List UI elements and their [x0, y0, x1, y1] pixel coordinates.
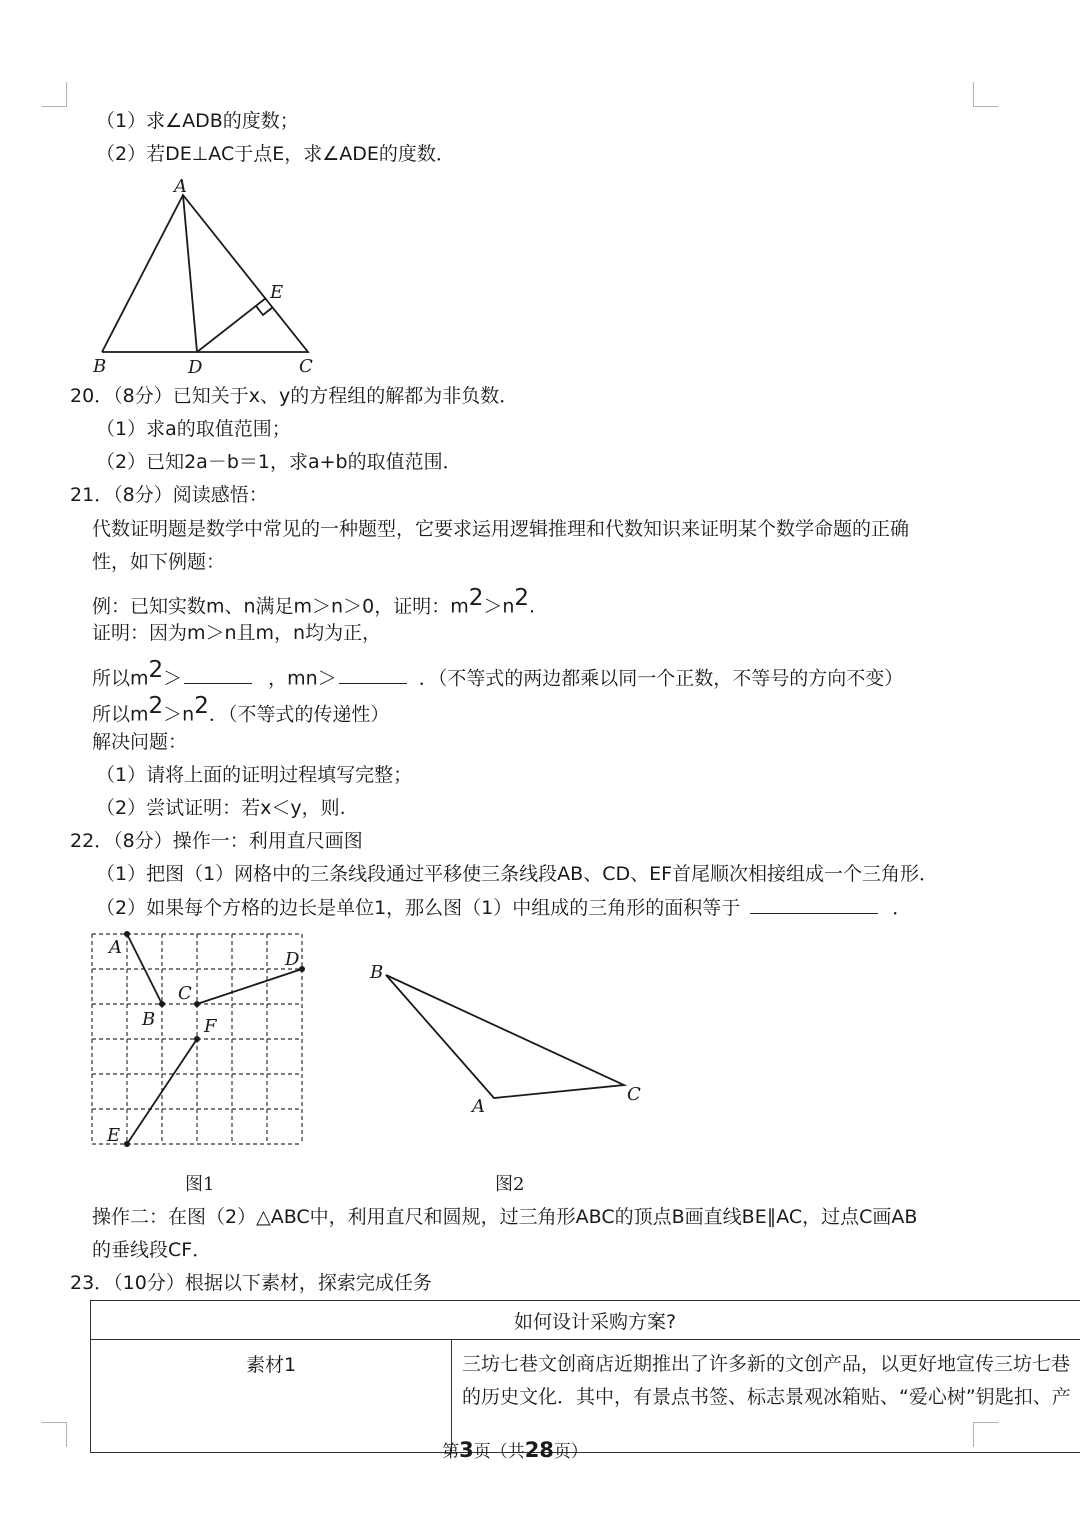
segment-de	[197, 298, 266, 352]
segment-ad	[183, 195, 197, 352]
q20-heading: 20．（8分）已知关于x、y的方程组的解都为非负数．	[70, 385, 519, 407]
area-answer-blank[interactable]	[750, 895, 878, 914]
triangle-figure-2	[362, 955, 662, 1125]
q21-proof-line1: 证明：因为m＞n且m，n均为正，	[92, 622, 382, 644]
q21-intro-line2: 性，如下例题：	[92, 551, 226, 573]
q23-heading: 23．（10分）根据以下素材，探索完成任务	[70, 1272, 432, 1294]
q22-operation2-line1: 操作二：在图（2）△ABC中，利用直尺和圆规，过三角形ABC的顶点B画直线BE∥AC，过点C画AB	[92, 1206, 918, 1228]
right-angle-mark	[256, 306, 273, 315]
label-a: A	[472, 1096, 485, 1117]
label-c: C	[627, 1084, 641, 1105]
material-1-text-cell: 三坊七巷文创商店近期推出了许多新的文创产品，以更好地宣传三坊七巷 的历史文化．其中，有景点书签、标志景观冰箱贴、“爱心树”钥匙扣、产	[452, 1340, 1080, 1453]
q21-proof-line2: 所以$m^2>$ ，mn＞ ．（不等式的两边都乘以同一个正数，不等号的方向不变）	[92, 657, 904, 690]
superscript-2: 2	[468, 585, 484, 611]
crop-mark-top-left	[42, 82, 67, 107]
label-e: E	[270, 282, 284, 303]
label-c: C	[178, 983, 192, 1004]
label-a: A	[174, 176, 187, 197]
q21-part2: （2）尝试证明：若x＜y，则.	[96, 797, 346, 819]
figure-1-caption: 图1	[185, 1174, 215, 1195]
q19-part2: （2）若DE⊥AC于点E，求∠ADE的度数．	[96, 143, 455, 165]
q21-solve-heading: 解决问题：	[92, 731, 188, 753]
q22-operation2-line2: 的垂线段CF．	[92, 1239, 212, 1261]
q20-part2: （2）已知2a－b＝1，求a+b的取值范围．	[96, 451, 462, 473]
segment-cd	[197, 969, 302, 1004]
q21-example: 例：已知实数m、n满足m＞n＞0，证明：$m^2>n^2$.	[92, 585, 536, 618]
materials-table	[90, 1300, 1080, 1453]
label-b: B	[142, 1009, 156, 1030]
material-1-label-cell: 素材1	[91, 1340, 452, 1453]
crop-mark-top-right	[973, 82, 998, 107]
q22-part2: （2）如果每个方格的边长是单位1，那么图（1）中组成的三角形的面积等于 ．	[96, 897, 912, 919]
triangle-abc-figure	[80, 170, 340, 380]
label-e: E	[107, 1125, 121, 1146]
superscript-2: 2	[148, 693, 164, 719]
table-title: 如何设计采购方案?	[91, 1301, 1080, 1340]
label-b: B	[93, 356, 107, 377]
triangle-outline	[102, 195, 308, 352]
label-a: A	[109, 937, 122, 958]
q20-part1: （1）求a的取值范围；	[96, 418, 291, 440]
triangle-abc	[386, 975, 624, 1098]
superscript-2: 2	[514, 585, 530, 611]
q22-part1: （1）把图（1）网格中的三条线段通过平移使三条线段AB、CD、EF首尾顺次相接组成一个三角形．	[96, 863, 939, 885]
q22-heading: 22．（8分）操作一：利用直尺画图	[70, 830, 363, 852]
current-page-number: 3	[459, 1438, 474, 1462]
q21-proof-line3: 所以$m^2>n^2$．（不等式的传递性）	[92, 693, 390, 726]
q21-heading: 21．（8分）阅读感悟：	[70, 484, 268, 506]
q21-part1: （1）请将上面的证明过程填写完整；	[96, 764, 413, 786]
superscript-2: 2	[194, 693, 209, 719]
q19-part1: （1）求∠ADB的度数；	[96, 110, 299, 132]
figure-2-caption: 图2	[495, 1174, 525, 1195]
label-d: D	[188, 357, 203, 378]
label-b: B	[370, 962, 384, 983]
grid-figure-1	[86, 928, 316, 1158]
fill-blank-1[interactable]	[184, 665, 252, 684]
label-f: F	[204, 1016, 217, 1037]
total-pages: 28	[524, 1438, 554, 1462]
q21-intro-line1: 代数证明题是数学中常见的一种题型，它要求运用逻辑推理和代数知识来证明某个数学命题的正确	[92, 518, 910, 540]
superscript-2: 2	[148, 657, 164, 683]
label-c: C	[299, 356, 313, 377]
page-footer: 第3页（共28页）	[442, 1438, 588, 1462]
fill-blank-2[interactable]	[339, 665, 407, 684]
label-d: D	[285, 949, 300, 970]
